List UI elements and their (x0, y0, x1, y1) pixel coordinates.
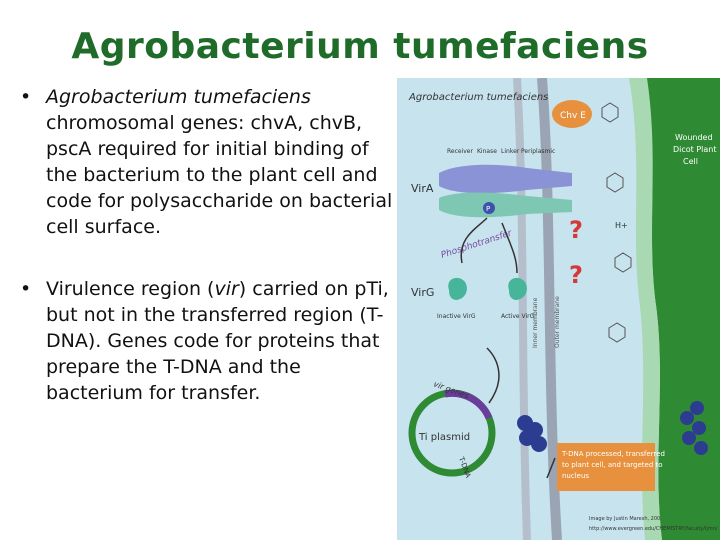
tdna-label: T-DNA (457, 455, 473, 479)
question-mark-icon: ? (569, 216, 583, 244)
bullet-2-text (46, 278, 389, 404)
bullet-list (18, 84, 393, 406)
bullet-1-text (46, 86, 392, 238)
bullet-item (18, 276, 393, 406)
bullet-2-lead: Virulence region ( (46, 278, 215, 300)
bullet-item (18, 84, 393, 240)
virg-label: VirG (411, 286, 435, 299)
slide-title: Agrobacterium tumefaciens (71, 26, 649, 67)
h-plus-label: H+ (615, 221, 628, 230)
chve-label: Chv E (560, 111, 586, 121)
bullet-1-species: Agrobacterium tumefaciens (46, 86, 311, 108)
domain-linker: Linker (501, 148, 520, 155)
bullet-1-body: chromosomal genes: chvA, chvB, pscA required for initial binding of the bacterium to the plant cell and code for polysaccharide on bacterial cell surface. (46, 112, 393, 238)
vir-signaling-diagram (397, 78, 720, 540)
domain-receiver: Receiver (447, 148, 473, 155)
plant-cell-label-2: Dicot Plant (673, 145, 717, 154)
bullet-2-vir: vir (214, 278, 239, 300)
credit-line-1: Image by Justin Maresh, 200 (589, 516, 661, 522)
active-virg-label: Active VirG (501, 313, 535, 320)
plant-cell-label-3: Cell (683, 157, 698, 166)
callout-line-3: nucleus (562, 472, 590, 480)
vir-genes-label: vir genes (432, 379, 471, 401)
inner-membrane-label: Inner membrane (532, 297, 539, 348)
question-mark-icon: ? (569, 261, 583, 289)
outer-membrane-label: Outer membrane (554, 296, 561, 348)
ti-plasmid-label: Ti plasmid (419, 432, 471, 443)
bullet-dot-icon: • (20, 278, 32, 300)
credit-line-2: http://www.evergreen.edu/CHEMISTRY/faculty/ljmn/ (589, 526, 718, 532)
callout-line-1: T-DNA processed, transferred (562, 450, 665, 458)
domain-kinase: Kinase (477, 148, 497, 155)
phosphotransfer-label: Phosphotransfer (439, 228, 514, 261)
inactive-virg-label: Inactive VirG (437, 313, 476, 320)
diagram-svg (397, 78, 720, 540)
vira-label: VirA (411, 182, 434, 195)
figure-header: Agrobacterium tumefaciens (409, 92, 549, 103)
callout-line-2: to plant cell, and targeted to (562, 461, 663, 469)
domain-periplasmic: Periplasmic (521, 148, 556, 155)
bullet-dot-icon: • (20, 86, 32, 108)
phospho-p-label: P (486, 205, 491, 213)
plant-cell-label-1: Wounded (675, 133, 713, 142)
bullet-2-body: ) carried on pTi, but not in the transferred region (T-DNA). Genes code for proteins that prepare the T-DNA and the bacterium for transfer. (46, 278, 389, 404)
